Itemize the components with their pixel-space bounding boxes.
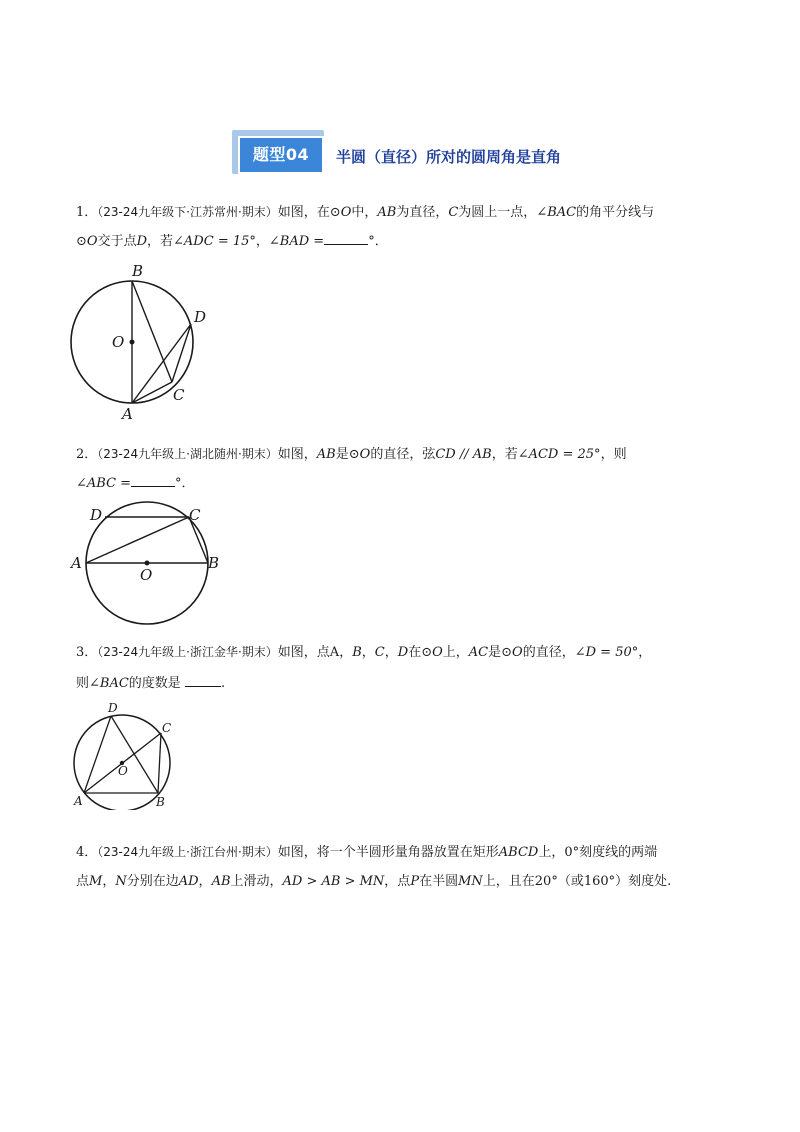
q4-text: 在半圆 xyxy=(419,874,459,889)
q1-text: 为直径， xyxy=(396,205,449,220)
q4-text: ）刻度处. xyxy=(615,874,672,889)
q3-circle-o: ⊙O xyxy=(501,645,523,660)
q3-text: 则 xyxy=(76,676,90,691)
q3-text: ， xyxy=(384,645,398,660)
q3-text: 的直径， xyxy=(522,645,575,660)
q4-zero-degree: 0° xyxy=(564,845,580,860)
q2-number: 2． xyxy=(76,447,98,462)
q4-number: 4． xyxy=(76,845,98,860)
q1-center-dot xyxy=(130,340,135,345)
q4-ad: AD xyxy=(178,874,199,889)
q1-condition: ∠ADC = 15° xyxy=(173,234,256,249)
q1-circle-o: ⊙O xyxy=(329,205,352,220)
q1-line2 xyxy=(76,232,388,252)
q3-text: 如图，点 xyxy=(277,645,330,660)
q2-answer-blank[interactable] xyxy=(131,474,175,487)
q1-label-a: A xyxy=(122,405,133,422)
q4-deg-20: 20° xyxy=(534,874,558,889)
q2-label-d: D xyxy=(90,506,103,524)
q2-condition: ∠ACD = 25° xyxy=(517,447,601,462)
q3-text: ， xyxy=(638,645,652,660)
q1-text: 中， xyxy=(351,205,378,220)
q1-label-b: B xyxy=(132,262,144,280)
q1-label-d: D xyxy=(194,308,207,326)
q2-parallel: CD // AB xyxy=(435,447,492,462)
q1-text: ，若 xyxy=(147,234,174,249)
q1-c: C xyxy=(448,205,459,220)
q4-text: ， xyxy=(102,874,116,889)
q3-number: 3． xyxy=(76,645,98,660)
q2-ab: AB xyxy=(316,447,336,462)
q4-source: （23-24九年级上·浙江台州·期末） xyxy=(97,845,278,859)
q2-ask: ∠ABC = xyxy=(76,476,132,491)
q3-a: A xyxy=(329,645,340,660)
q1-label-o: O xyxy=(112,333,125,351)
q3-chord-bd xyxy=(111,716,158,793)
q4-text: 点 xyxy=(76,874,90,889)
q4-text: 如图，将一个半圆形量角器放置在矩形 xyxy=(277,845,499,860)
q4-line1 xyxy=(76,842,657,863)
q3-chord-bc xyxy=(158,733,161,793)
q2-text: ，则 xyxy=(600,447,627,462)
q3-text: ， xyxy=(339,645,353,660)
q1-circle-o: ⊙O xyxy=(76,234,98,249)
q3-text: 是 xyxy=(488,645,502,660)
q2-line2 xyxy=(76,474,195,494)
q4-ab: AB xyxy=(211,874,231,889)
q2-label-a: A xyxy=(71,554,82,572)
section-badge xyxy=(232,130,328,180)
badge-label: 题型04 xyxy=(238,136,324,174)
q1-chord-cd xyxy=(172,324,191,382)
q1-text: 为圆上一点， xyxy=(458,205,537,220)
q3-label-c: C xyxy=(162,721,172,735)
q4-text: ，点 xyxy=(384,874,411,889)
q3-angle-bac: ∠BAC xyxy=(89,676,129,691)
q2-text: 的直径，弦 xyxy=(370,447,436,462)
q3-source: （23-24九年级上·浙江金华·期末） xyxy=(97,645,278,659)
q3-label-b: B xyxy=(156,795,165,809)
q3-figure xyxy=(62,700,182,810)
q4-text: 上滑动， xyxy=(230,874,283,889)
q4-text: （或 xyxy=(557,874,584,889)
q1-figure xyxy=(60,262,230,422)
q1-chord-bc xyxy=(132,281,172,382)
q4-text: 上，且在 xyxy=(482,874,535,889)
q3-text: 上， xyxy=(442,645,469,660)
q3-answer-blank[interactable] xyxy=(185,674,221,687)
q4-line2 xyxy=(76,872,671,892)
q4-deg-160: 160° xyxy=(583,874,616,889)
q1-text: 交于点 xyxy=(97,234,137,249)
q3-label-d: D xyxy=(108,701,118,715)
q4-m: M xyxy=(89,874,103,889)
q2-label-o: O xyxy=(140,566,153,584)
q4-text: ， xyxy=(198,874,212,889)
q1-text: ， xyxy=(255,234,269,249)
q2-text: °． xyxy=(175,476,195,491)
q1-line1 xyxy=(76,202,654,223)
q1-d: D xyxy=(136,234,148,249)
q4-text: 上， xyxy=(538,845,565,860)
q3-circle-o: ⊙O xyxy=(421,645,443,660)
q3-label-a: A xyxy=(74,794,83,808)
q3-line1 xyxy=(76,642,651,663)
q2-figure xyxy=(62,500,232,630)
q3-chord-ad xyxy=(84,716,111,793)
q2-text: 是 xyxy=(335,447,349,462)
section-title: 半圆（直径）所对的圆周角是直角 xyxy=(336,148,562,166)
q3-text: . xyxy=(220,676,226,691)
q4-mn: MN xyxy=(458,874,483,889)
q1-text: 如图，在 xyxy=(277,205,330,220)
q4-abcd: ABCD xyxy=(498,845,539,860)
q2-label-c: C xyxy=(189,506,201,524)
q3-d: D xyxy=(397,645,409,660)
q1-ab: AB xyxy=(377,205,397,220)
q2-text: 如图， xyxy=(277,447,317,462)
q2-source: （23-24九年级上·湖北随州·期末） xyxy=(97,447,278,461)
q4-n: N xyxy=(115,874,127,889)
q2-circle-o: ⊙O xyxy=(348,447,371,462)
q3-text: 的度数是 xyxy=(128,676,181,691)
q1-source: （23-24九年级下·江苏常州·期末） xyxy=(97,205,278,219)
q3-text: ， xyxy=(361,645,375,660)
q3-label-o: O xyxy=(118,764,128,778)
q3-line2 xyxy=(76,674,225,694)
q2-center-dot xyxy=(145,561,150,566)
q1-text: °． xyxy=(368,234,388,249)
q4-condition: AD > AB > MN xyxy=(282,874,385,889)
q4-text: 刻度线的两端 xyxy=(579,845,658,860)
q4-p: P xyxy=(410,874,420,889)
q2-text: ，若 xyxy=(491,447,518,462)
q3-c: C xyxy=(374,645,385,660)
q3-text: 在 xyxy=(408,645,422,660)
q1-text: 的角平分线与 xyxy=(576,205,655,220)
q1-number: 1． xyxy=(76,205,98,220)
q1-ask: ∠BAD = xyxy=(268,234,325,249)
q3-ac: AC xyxy=(468,645,489,660)
q1-answer-blank[interactable] xyxy=(324,232,368,245)
q3-b: B xyxy=(352,645,362,660)
q1-label-c: C xyxy=(173,386,185,404)
q2-label-b: B xyxy=(208,554,220,572)
q4-text: 分别在边 xyxy=(126,874,179,889)
q2-line1 xyxy=(76,444,627,465)
q1-angle-bac: ∠BAC xyxy=(536,205,577,220)
q3-condition: ∠D = 50° xyxy=(574,645,639,660)
